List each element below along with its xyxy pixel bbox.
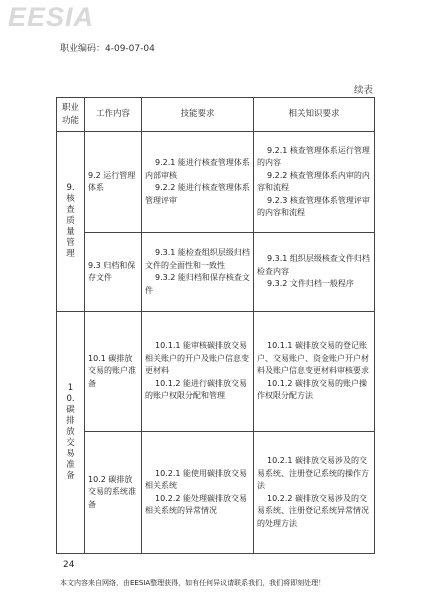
table-row — [57, 132, 375, 233]
knowledge-item: 10.1.2 碳排放交易的账户操作权限分配方法 — [257, 378, 367, 401]
function-label: 9. 核查质量管理 — [66, 182, 75, 259]
column-header-skills: 技能要求 — [142, 98, 254, 132]
skills-cell — [142, 132, 254, 233]
content-cell: 9.3 归档和保存文件 — [85, 233, 142, 312]
table-row — [57, 233, 375, 312]
skills-cell — [142, 312, 254, 432]
skill-item: 9.2.2 能进行核查管理体系管理评审 — [145, 183, 250, 205]
knowledge-item: 9.2.3 核查管理体系管理评审的内容和流程 — [257, 195, 370, 217]
footer-notice: 本文内容来自网络，由EESIA整理获得，如有任何异议请联系我们，我们将即刻处理！ — [60, 579, 326, 587]
eesia-logo: EESIA — [8, 2, 95, 32]
standards-table — [56, 97, 375, 554]
content-cell: 10.1 碳排放交易的账户准备 — [85, 312, 142, 432]
skill-item: 9.2.1 能进行核查管理体系内部审核 — [145, 158, 250, 180]
knowledge-item: 9.2.1 核查管理体系运行管理的内容 — [257, 145, 370, 167]
knowledge-item: 10.1.1 碳排放交易的登记账户、交易账户、资金账户开户材料及账户信息变更材料审核要求 — [257, 341, 369, 376]
function-cell — [57, 312, 85, 554]
knowledge-item: 10.2.2 碳排放交易涉及的交易系统、注册登记系统异常情况的处理方法 — [257, 493, 369, 528]
column-header-content: 工作内容 — [85, 98, 142, 132]
content-cell: 9.2 运行管理体系 — [85, 132, 142, 233]
skill-item: 10.2.1 能使用碳排放交易相关系统 — [145, 468, 247, 490]
knowledge-cell — [254, 132, 375, 233]
knowledge-cell — [254, 432, 375, 554]
knowledge-item: 9.3.2 文件归档一般程序 — [267, 279, 354, 289]
function-cell — [57, 132, 85, 312]
column-header-knowledge: 相关知识要求 — [254, 98, 375, 132]
knowledge-cell — [254, 312, 375, 432]
skill-item: 10.1.2 能进行碳排放交易的账户权限分配和管理 — [145, 378, 247, 401]
skills-cell — [142, 233, 254, 312]
occupation-code: 职业编码：4-09-07-04 — [60, 44, 155, 54]
skill-item: 9.3.1 能检查组织层级归档文件的全面性和一致性 — [145, 248, 250, 270]
table-row — [57, 312, 375, 432]
knowledge-cell — [254, 233, 375, 312]
table-header-row — [57, 98, 375, 132]
skill-item: 9.3.2 能归档和保存核查文件 — [145, 273, 250, 295]
knowledge-item: 10.2.1 碳排放交易涉及的交易系统、注册登记系统的操作方法 — [257, 456, 369, 490]
knowledge-item: 9.2.2 核查管理体系内审的内容和流程 — [257, 170, 370, 192]
table-row — [57, 432, 375, 554]
knowledge-item: 9.3.1 组织层级核查文件归档检查内容 — [257, 254, 370, 276]
skill-item: 10.2.2 能处理碳排放交易相关系统的异常情况 — [145, 493, 247, 515]
skill-item: 10.1.1 能审核碳排放交易相关账户的开户及账户信息变更材料 — [145, 341, 249, 376]
page-number: 24 — [63, 560, 75, 570]
column-header-function: 职业功能 — [57, 98, 85, 132]
skills-cell — [142, 432, 254, 554]
content-cell: 10.2 碳排放交易的系统准备 — [85, 432, 142, 554]
function-label: 10. 碳排放交易准备 — [66, 382, 75, 481]
continued-label: 续表 — [354, 85, 374, 96]
